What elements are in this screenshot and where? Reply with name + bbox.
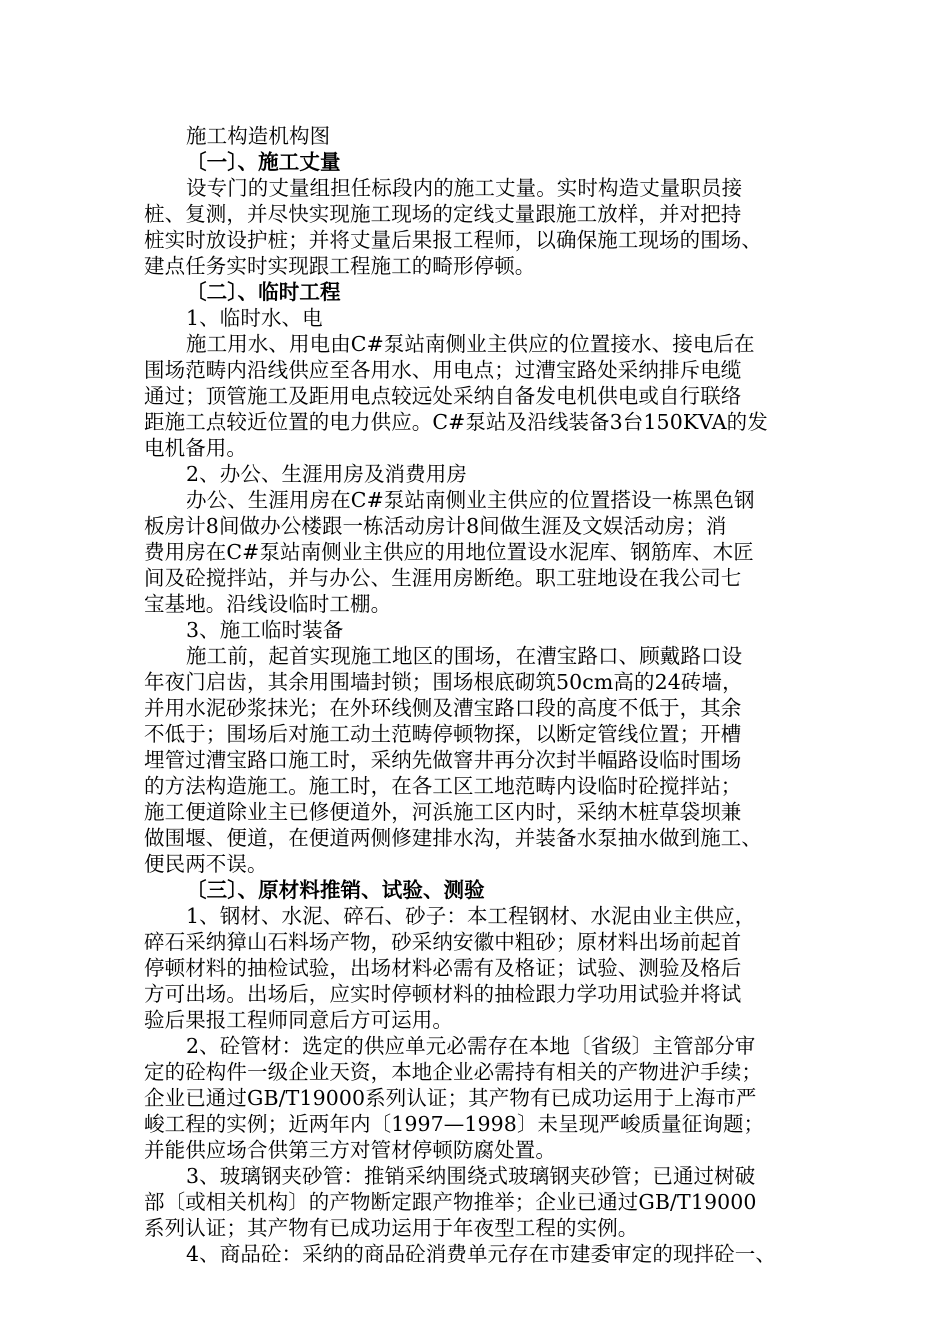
text-line: 建点任务实时实现跟工程施工的畸形停顿。 bbox=[144, 254, 536, 278]
text-line: 峻工程的实例；近两年内〔1997—1998〕未呈现严峻质量征询题； bbox=[144, 1112, 765, 1136]
section-heading: 〔二〕、临时工程 bbox=[186, 280, 341, 304]
text-line: 4、商品砼：采纳的商品砼消费单元存在市建委审定的现拌砼一、 bbox=[186, 1242, 776, 1266]
text-line: 2、砼管材：选定的供应单元必需存在本地〔省级〕主管部分审 bbox=[186, 1034, 756, 1058]
text-line: 通过；顶管施工及距用电点较远处采纳自备发电机供电或自行联络 bbox=[144, 384, 742, 408]
text-line: 埋管过漕宝路口施工时，采纳先做窨井再分次封半幅路设临时围场 bbox=[144, 748, 742, 772]
text-line: 施工便道除业主已修便道外，河浜施工区内时，采纳木桩草袋坝兼 bbox=[144, 800, 742, 824]
text-line: 间及砼搅拌站，并与办公、生涯用房断绝。职工驻地设在我公司七 bbox=[144, 566, 742, 590]
text-line: 电机备用。 bbox=[144, 436, 247, 460]
section-heading: 〔一〕、施工丈量 bbox=[186, 150, 341, 174]
text-line: 定的砼构件一级企业天资，本地企业必需持有相关的产物进沪手续； bbox=[144, 1060, 762, 1084]
text-line: 设专门的丈量组担任标段内的施工丈量。实时构造丈量职员接 bbox=[186, 176, 743, 200]
text-line: 施工用水、用电由C#泵站南侧业主供应的位置接水、接电后在 bbox=[186, 332, 755, 356]
text-line: 碎石采纳獐山石料场产物，砂采纳安徽中粗砂；原材料出场前起首 bbox=[144, 930, 742, 954]
text-line: 桩实时放设护桩；并将丈量后果报工程师，以确保施工现场的围场、 bbox=[144, 228, 762, 252]
text-line: 便民两不误。 bbox=[144, 852, 268, 876]
text-line: 板房计8间做办公楼跟一栋活动房计8间做生涯及文娱活动房；消 bbox=[144, 514, 727, 538]
text-line: 施工前，起首实现施工地区的围场，在漕宝路口、顾戴路口设 bbox=[186, 644, 743, 668]
text-line: 办公、生涯用房在C#泵站南侧业主供应的位置搭设一栋黑色钢 bbox=[186, 488, 755, 512]
text-line: 施工构造机构图 bbox=[186, 124, 331, 148]
text-line: 方可出场。出场后，应实时停顿材料的抽检跟力学功用试验并将试 bbox=[144, 982, 742, 1006]
text-line: 的方法构造施工。施工时，在各工区工地范畴内设临时砼搅拌站； bbox=[144, 774, 742, 798]
text-line: 2、办公、生涯用房及消费用房 bbox=[186, 462, 467, 486]
text-line: 距施工点较近位置的电力供应。C#泵站及沿线装备3台150KVA的发 bbox=[144, 410, 768, 434]
text-line: 停顿材料的抽检试验，出场材料必需有及格证；试验、测验及格后 bbox=[144, 956, 742, 980]
text-line: 桩、复测，并尽快实现施工现场的定线丈量跟施工放样，并对把持 bbox=[144, 202, 742, 226]
text-line: 部〔或相关机构〕的产物断定跟产物推举；企业已通过GB/T19000 bbox=[144, 1190, 757, 1214]
text-line: 围场范畴内沿线供应至各用水、用电点；过漕宝路处采纳排斥电缆 bbox=[144, 358, 742, 382]
text-line: 1、钢材、水泥、碎石、砂子：本工程钢材、水泥由业主供应， bbox=[186, 904, 756, 928]
text-line: 3、施工临时装备 bbox=[186, 618, 344, 642]
section-heading: 〔三〕、原材料推销、试验、测验 bbox=[186, 878, 485, 902]
text-line: 1、临时水、电 bbox=[186, 306, 323, 330]
text-line: 年夜门启齿，其余用围墙封锁；围场根底砌筑50cm高的24砖墙， bbox=[144, 670, 743, 694]
text-line: 系列认证；其产物有已成功运用于年夜型工程的实例。 bbox=[144, 1216, 639, 1240]
text-line: 企业已通过GB/T19000系列认证；其产物有已成功运用于上海市严 bbox=[144, 1086, 757, 1110]
text-line: 不低于；围场后对施工动土范畴停顿物探，以断定管线位置；开槽 bbox=[144, 722, 742, 746]
text-line: 费用房在C#泵站南侧业主供应的用地位置设水泥库、钢筋库、木匠 bbox=[144, 540, 754, 564]
document-body bbox=[144, 123, 830, 1267]
text-line: 宝基地。沿线设临时工棚。 bbox=[144, 592, 392, 616]
text-line: 并用水泥砂浆抹光；在外环线侧及漕宝路口段的高度不低于，其余 bbox=[144, 696, 742, 720]
text-line: 做围堰、便道，在便道两侧修建排水沟，并装备水泵抽水做到施工、 bbox=[144, 826, 762, 850]
text-line: 并能供应场合供第三方对管材停顿防腐处置。 bbox=[144, 1138, 556, 1162]
text-line: 验后果报工程师同意后方可运用。 bbox=[144, 1008, 453, 1032]
text-line: 3、玻璃钢夹砂管：推销采纳围绕式玻璃钢夹砂管；已通过树破 bbox=[186, 1164, 756, 1188]
